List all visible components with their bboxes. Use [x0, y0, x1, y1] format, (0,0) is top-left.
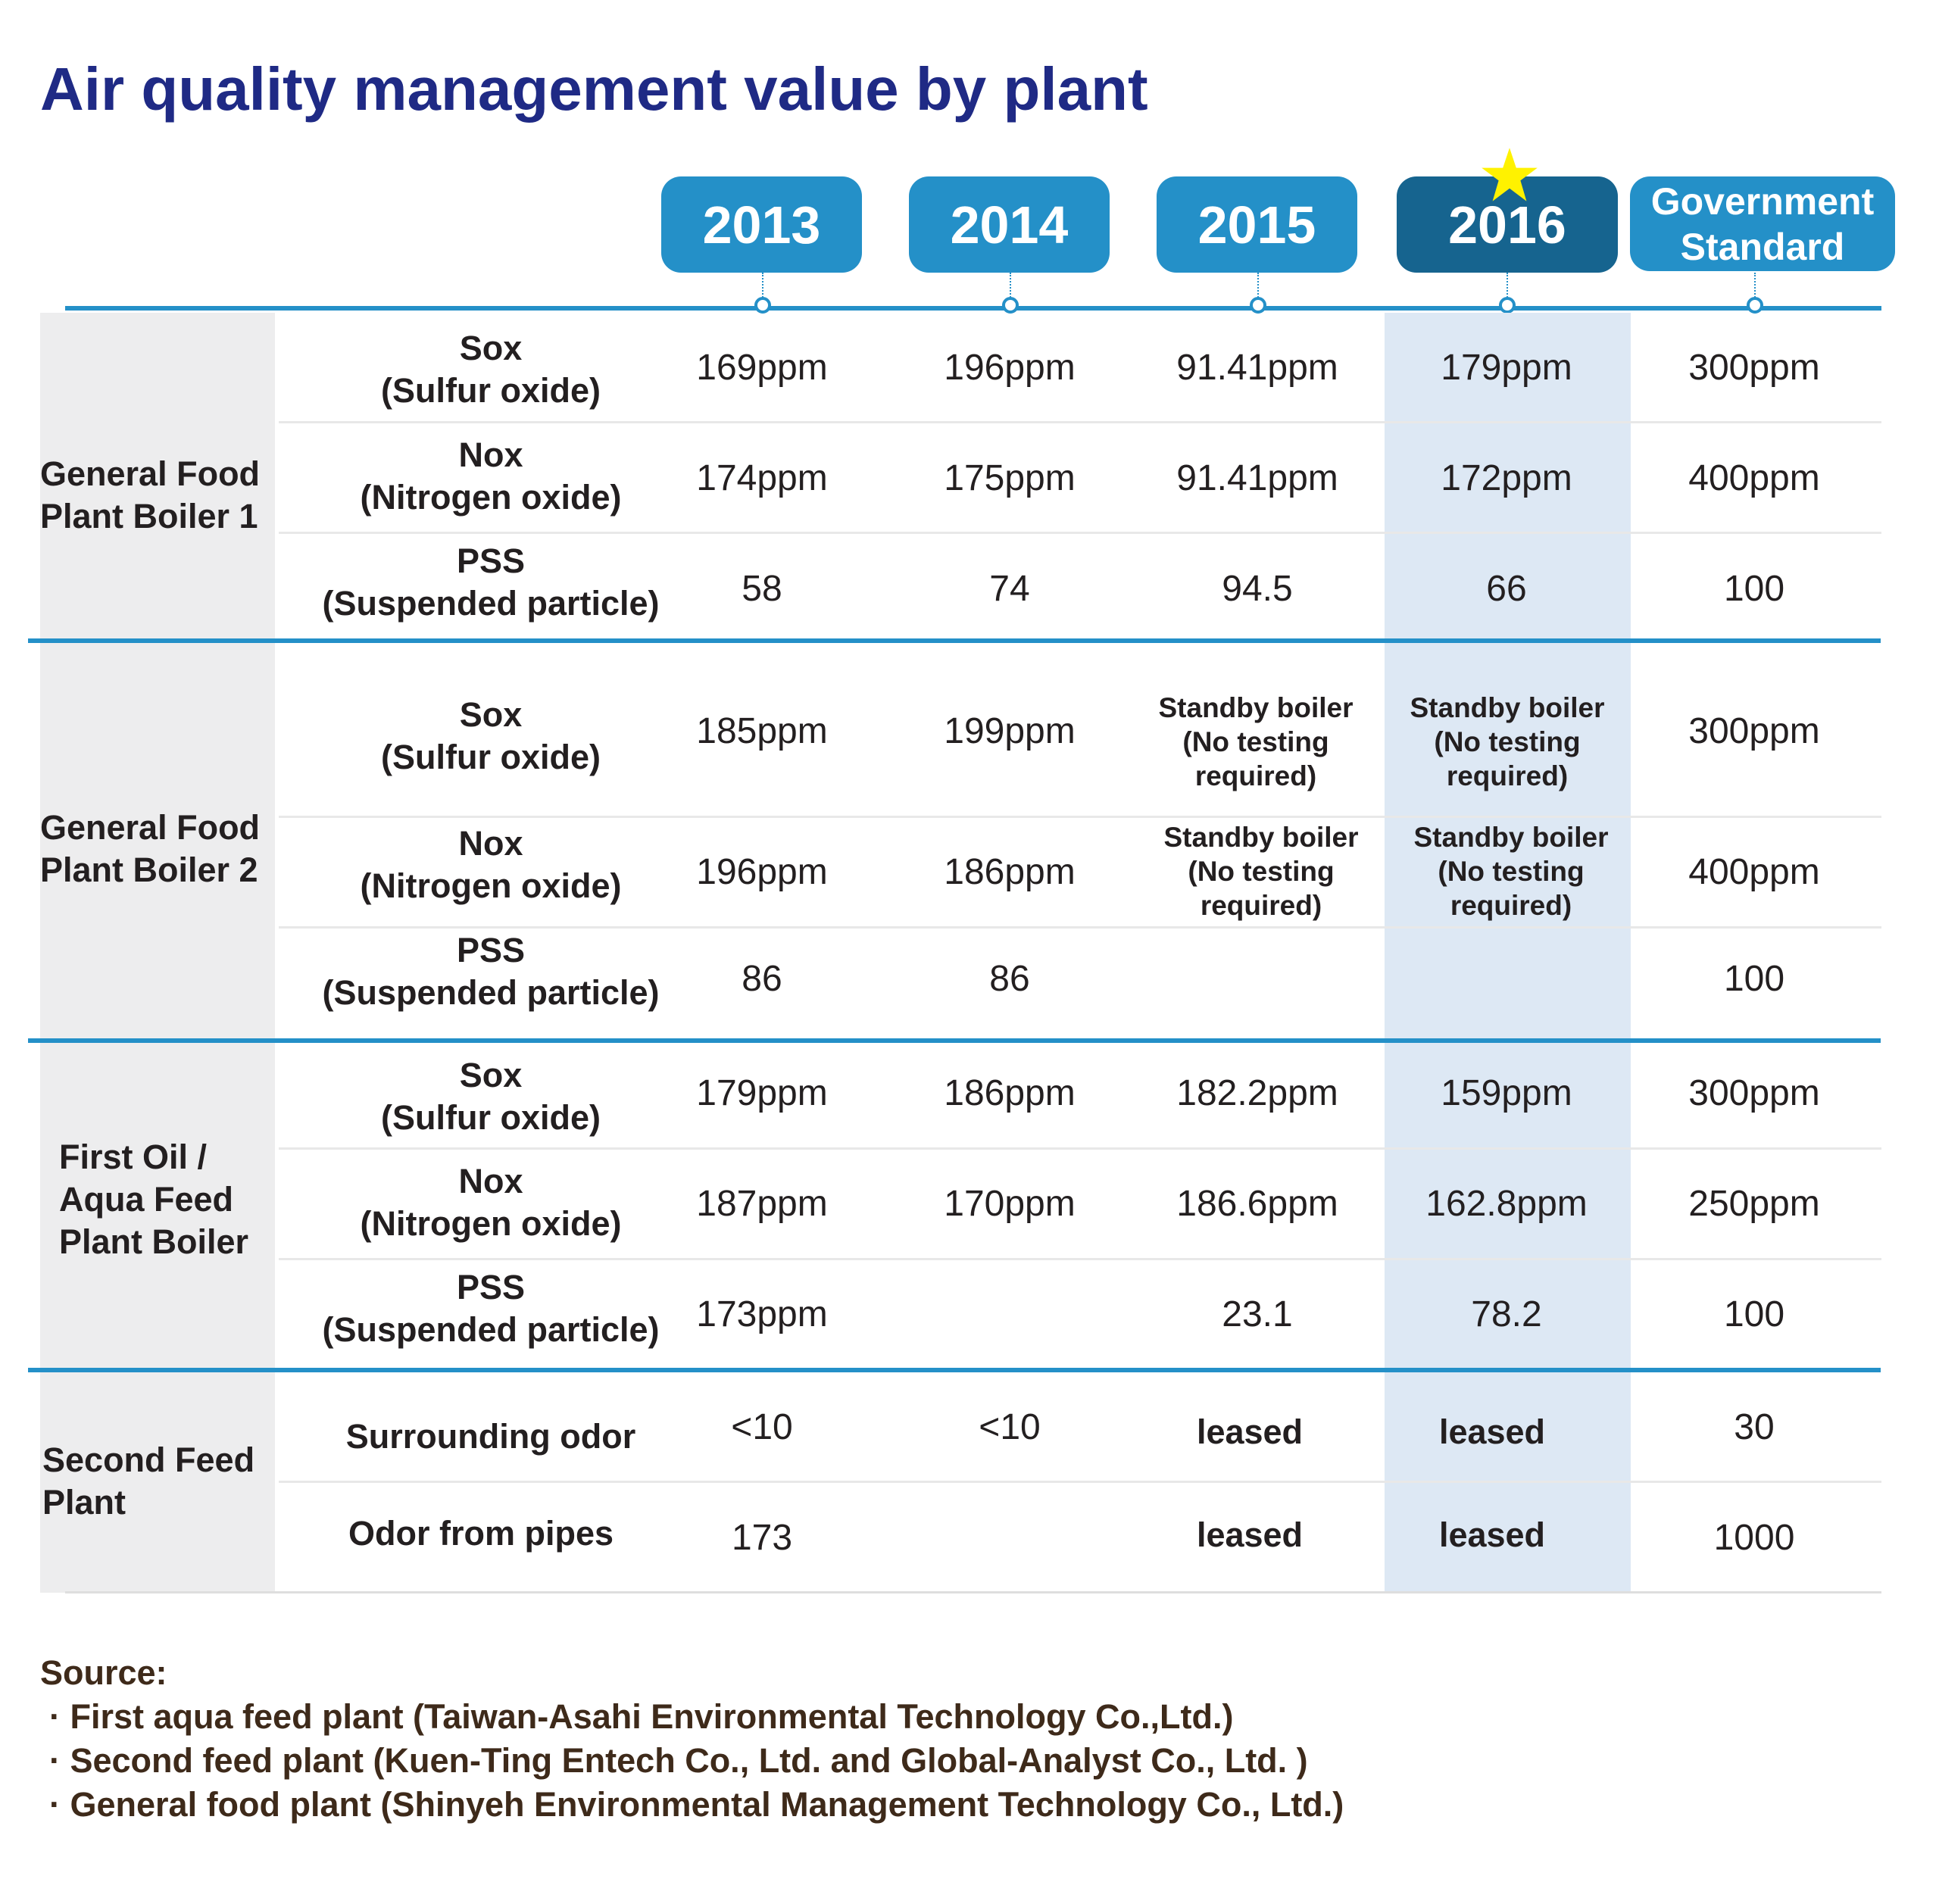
value-cell: 1000: [1713, 1518, 1795, 1558]
highlight-2016-column: [1385, 313, 1631, 1593]
value-cell: leased: [1196, 1515, 1304, 1554]
value-cell: 186.6ppm: [1176, 1184, 1338, 1224]
value-cell: 30: [1734, 1407, 1775, 1447]
value-cell: 300ppm: [1688, 711, 1820, 751]
plant-label-first-oil: [59, 1136, 248, 1263]
value-cell: 91.41ppm: [1176, 458, 1338, 498]
value-cell: 182.2ppm: [1176, 1073, 1338, 1113]
standby-line: Standby boiler: [1158, 692, 1354, 723]
value-cell: 91.41ppm: [1176, 348, 1338, 388]
plant-label-line: General Food: [40, 808, 261, 847]
header-2015: 2015: [1157, 176, 1357, 273]
value-cell: 170ppm: [944, 1184, 1076, 1224]
standby-line: required): [1446, 760, 1569, 791]
plant-label-gf-boiler2: [40, 807, 260, 891]
param-desc: (Suspended particle): [322, 1310, 660, 1349]
param-name: Nox: [458, 1162, 523, 1200]
plant-label-line: Plant Boiler: [59, 1222, 249, 1261]
header-gov-line1: Government: [1650, 179, 1875, 223]
value-cell: 174ppm: [696, 458, 828, 498]
param-desc: (Sulfur oxide): [381, 371, 601, 410]
standby-note: [1127, 691, 1385, 793]
value-cell: 179ppm: [696, 1073, 828, 1113]
value-cell: 173ppm: [696, 1294, 828, 1334]
value-cell: 100: [1723, 569, 1785, 609]
row-divider: [279, 532, 1881, 534]
plant-label-line: General Food: [40, 454, 261, 493]
value-cell: 86: [989, 959, 1030, 999]
header-government-standard: [1630, 176, 1895, 271]
source-label: Source:: [40, 1653, 167, 1692]
value-cell: leased: [1196, 1412, 1304, 1451]
param-desc: (Nitrogen oxide): [360, 866, 622, 905]
timeline-dot: [754, 297, 771, 314]
param-desc: (Suspended particle): [322, 584, 660, 623]
value-cell: 172ppm: [1441, 458, 1572, 498]
star-icon: [1479, 145, 1540, 206]
plant-label-gf-boiler1: [40, 453, 260, 538]
value-cell: leased: [1438, 1412, 1546, 1451]
param-pss: [279, 1266, 703, 1351]
param-desc: (Sulfur oxide): [381, 738, 601, 776]
value-cell: 159ppm: [1441, 1073, 1572, 1113]
param-odor-from-pipes: Odor from pipes: [348, 1514, 614, 1553]
plant-label-line: Aqua Feed: [59, 1180, 234, 1219]
plant-label-line: Second Feed: [42, 1440, 255, 1479]
value-cell: 162.8ppm: [1425, 1184, 1588, 1224]
value-cell: 300ppm: [1688, 348, 1820, 388]
standby-line: Standby boiler: [1413, 822, 1609, 853]
header-2013: 2013: [661, 176, 862, 273]
param-desc: (Suspended particle): [322, 973, 660, 1012]
value-cell: 250ppm: [1688, 1184, 1820, 1224]
standby-line: required): [1200, 890, 1322, 921]
standby-line: (No testing: [1438, 856, 1585, 887]
value-cell: 179ppm: [1441, 348, 1572, 388]
param-desc: (Nitrogen oxide): [360, 1204, 622, 1243]
header-2014: 2014: [909, 176, 1110, 273]
value-cell: 400ppm: [1688, 852, 1820, 892]
param-nox: [279, 434, 703, 519]
timeline-dot: [1250, 297, 1266, 314]
value-cell: 74: [989, 569, 1030, 609]
value-cell: 169ppm: [696, 348, 828, 388]
standby-line: (No testing: [1434, 726, 1581, 757]
row-divider: [279, 1258, 1881, 1260]
row-divider: [279, 1481, 1881, 1483]
value-cell: 300ppm: [1688, 1073, 1820, 1113]
standby-line: Standby boiler: [1163, 822, 1359, 853]
standby-line: (No testing: [1188, 856, 1335, 887]
param-desc: (Sulfur oxide): [381, 1098, 601, 1137]
plant-label-second-feed: [42, 1439, 254, 1524]
value-cell: 100: [1723, 959, 1785, 999]
param-pss: [279, 540, 703, 625]
standby-line: Standby boiler: [1410, 692, 1605, 723]
param-name: Nox: [458, 824, 523, 863]
value-cell: 187ppm: [696, 1184, 828, 1224]
param-name: PSS: [456, 1268, 526, 1306]
param-surrounding-odor: Surrounding odor: [345, 1417, 636, 1456]
value-cell: 196ppm: [696, 852, 828, 892]
row-divider: [279, 421, 1881, 423]
value-cell: 173: [731, 1518, 793, 1558]
param-nox: [279, 1160, 703, 1245]
timeline-bar: [65, 306, 1881, 311]
value-cell: 186ppm: [944, 852, 1076, 892]
param-sox: [279, 1054, 703, 1139]
value-cell: 185ppm: [696, 711, 828, 751]
value-cell: 186ppm: [944, 1073, 1076, 1113]
standby-note: [1132, 820, 1390, 922]
standby-note: [1382, 820, 1640, 922]
header-2016: 2016: [1397, 176, 1618, 273]
param-name: Sox: [459, 1056, 523, 1094]
value-cell: 199ppm: [944, 711, 1076, 751]
section-divider: [28, 1368, 1881, 1372]
header-gov-line2: Standard: [1680, 225, 1845, 268]
param-pss: [279, 929, 703, 1014]
value-cell: leased: [1438, 1515, 1546, 1554]
value-cell: 23.1: [1222, 1294, 1293, 1334]
param-desc: (Nitrogen oxide): [360, 478, 622, 517]
page-title: Air quality management value by plant: [40, 55, 1148, 123]
value-cell: 100: [1723, 1294, 1785, 1334]
param-name: PSS: [456, 931, 526, 969]
standby-note: [1379, 691, 1636, 793]
standby-line: required): [1194, 760, 1317, 791]
value-cell: 94.5: [1222, 569, 1293, 609]
param-sox: [279, 694, 703, 779]
plant-label-line: Plant Boiler 2: [40, 851, 258, 889]
source-item: · General food plant (Shinyeh Environmental Management Technology Co., Ltd.): [49, 1785, 1344, 1824]
standby-line: (No testing: [1182, 726, 1329, 757]
row-divider: [279, 926, 1881, 929]
value-cell: 175ppm: [944, 458, 1076, 498]
value-cell: 58: [742, 569, 782, 609]
source-item: · First aqua feed plant (Taiwan-Asahi Environmental Technology Co.,Ltd.): [49, 1697, 1234, 1736]
row-divider: [279, 1147, 1881, 1150]
source-notes: [40, 1651, 1344, 1827]
plant-label-line: First Oil /: [59, 1138, 208, 1176]
plant-label-line: Plant Boiler 1: [40, 497, 258, 535]
value-cell: 78.2: [1471, 1294, 1542, 1334]
param-name: PSS: [456, 542, 526, 580]
standby-line: required): [1450, 890, 1572, 921]
section-divider: [28, 1038, 1881, 1043]
timeline-dot: [1747, 297, 1763, 314]
value-cell: 400ppm: [1688, 458, 1820, 498]
source-item: · Second feed plant (Kuen-Ting Entech Co., Ltd. and Global-Analyst Co., Ltd. ): [49, 1741, 1308, 1780]
value-cell: 66: [1486, 569, 1527, 609]
value-cell: 86: [742, 959, 782, 999]
value-cell: <10: [731, 1407, 793, 1447]
param-nox: [279, 822, 703, 907]
param-name: Sox: [459, 695, 523, 734]
plant-label-line: Plant: [42, 1483, 126, 1522]
table-bottom-line: [65, 1591, 1881, 1593]
param-name: Nox: [458, 435, 523, 474]
param-name: Sox: [459, 329, 523, 367]
value-cell: <10: [979, 1407, 1041, 1447]
timeline-dot: [1002, 297, 1019, 314]
row-divider: [279, 816, 1881, 818]
timeline-dot: [1499, 297, 1516, 314]
section-divider: [28, 638, 1881, 643]
value-cell: 196ppm: [944, 348, 1076, 388]
param-sox: [279, 327, 703, 412]
